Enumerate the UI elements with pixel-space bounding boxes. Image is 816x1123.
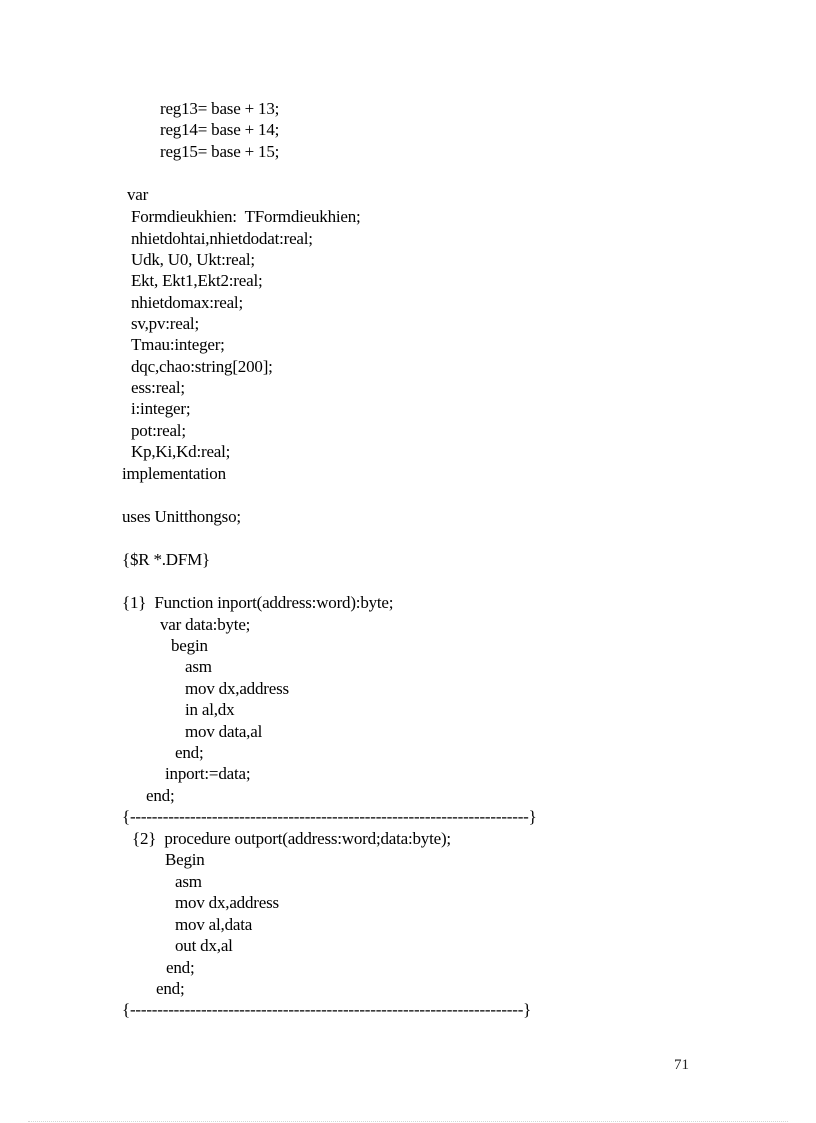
code-line: Tmau:integer; bbox=[131, 335, 225, 354]
code-line: end; bbox=[175, 743, 204, 762]
code-line: mov data,al bbox=[185, 722, 263, 741]
code-line: dqc,chao:string[200]; bbox=[131, 357, 273, 376]
code-line: Kp,Ki,Kd:real; bbox=[131, 442, 231, 461]
code-line: sv,pv:real; bbox=[131, 314, 199, 333]
code-line: asm bbox=[175, 872, 202, 891]
code-line: begin bbox=[171, 636, 208, 655]
code-line: Udk, U0, Ukt:real; bbox=[131, 250, 255, 269]
code-line: var bbox=[127, 185, 149, 204]
code-line: {2} procedure outport(address:word;data:byte); bbox=[132, 829, 451, 848]
code-line: in al,dx bbox=[185, 700, 235, 719]
code-line: pot:real; bbox=[131, 421, 186, 440]
code-line: nhietdomax:real; bbox=[131, 293, 243, 312]
code-line: inport:=data; bbox=[165, 764, 251, 783]
code-line: ess:real; bbox=[131, 378, 185, 397]
code-line: end; bbox=[156, 979, 185, 998]
page-number: 71 bbox=[674, 1057, 689, 1073]
code-line: reg15= base + 15; bbox=[160, 142, 280, 161]
code-line: Formdieukhien: TFormdieukhien; bbox=[131, 207, 361, 226]
code-line: uses Unitthongso; bbox=[122, 507, 241, 526]
code-line: implementation bbox=[122, 464, 226, 483]
code-line: reg13= base + 13; bbox=[160, 99, 280, 118]
page-bottom-divider bbox=[28, 1121, 788, 1122]
code-line: {$R *.DFM} bbox=[122, 550, 211, 569]
code-line: end; bbox=[166, 958, 195, 977]
separator-comment: {-------------------------------------------------------------------------} bbox=[122, 807, 537, 826]
code-line: var data:byte; bbox=[160, 615, 251, 634]
code-line: reg14= base + 14; bbox=[160, 120, 280, 139]
code-line: end; bbox=[146, 786, 175, 805]
code-line: out dx,al bbox=[175, 936, 233, 955]
code-line: mov al,data bbox=[175, 915, 253, 934]
code-line: i:integer; bbox=[131, 399, 191, 418]
code-line: mov dx,address bbox=[185, 679, 289, 698]
code-line: mov dx,address bbox=[175, 893, 279, 912]
code-line: asm bbox=[185, 657, 212, 676]
code-line: Ekt, Ekt1,Ekt2:real; bbox=[131, 271, 263, 290]
code-line: Begin bbox=[165, 850, 205, 869]
code-line: nhietdohtai,nhietdodat:real; bbox=[131, 229, 313, 248]
separator-comment: {------------------------------------------------------------------------} bbox=[122, 1000, 532, 1019]
code-line: {1} Function inport(address:word):byte; bbox=[122, 593, 394, 612]
